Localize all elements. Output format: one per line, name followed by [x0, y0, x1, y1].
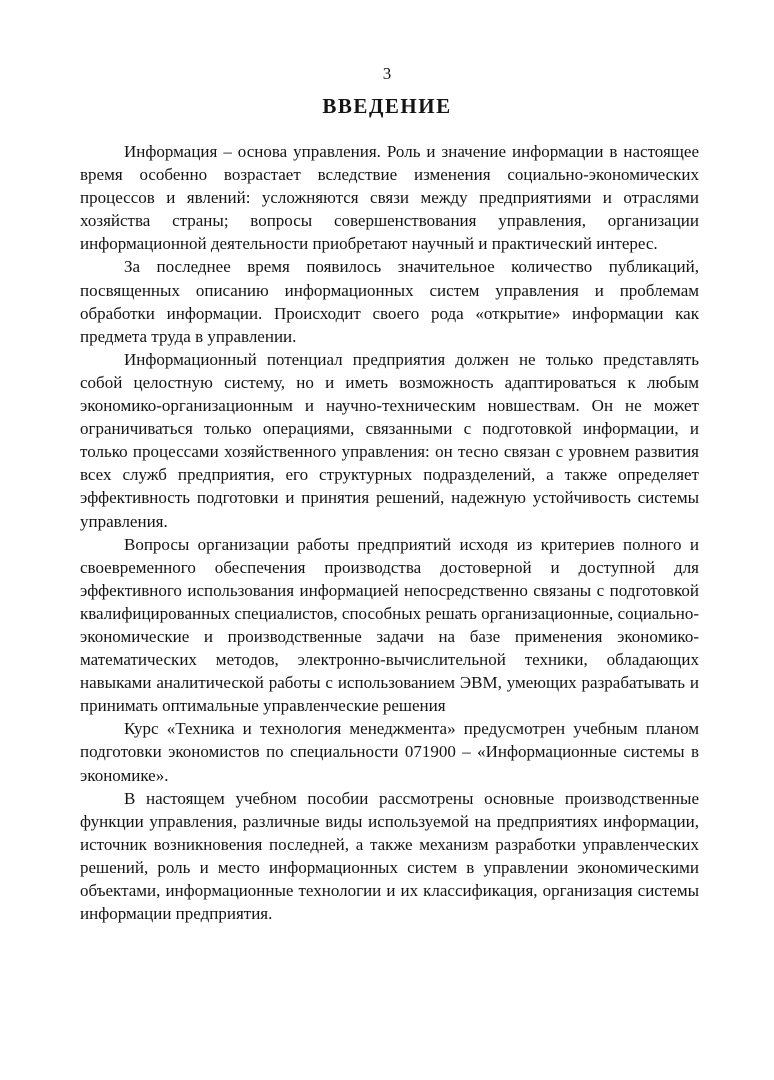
paragraph-6: В настоящем учебном пособии рассмотрены основные производственные функции управления, различные виды используемой на предприятиях информации, источник возникновения последней, а также механизм разработки управленческих решений, роль и место информационных систем в управлении экономическими объектами, информационные технологии и их классификация, организация системы информации предприятия. — [80, 788, 699, 924]
page-number: 3 — [382, 64, 392, 83]
paragraph-1: Информация – основа управления. Роль и значение информации в настоящее время особенно возрастает вследствие изменения социально-экономических процессов и явлений: усложняются связи между предприятиями и отраслями хозяйства страны; вопросы совершенствования управления, организации информационной деятельности приобретают научный и практический интерес. — [80, 142, 699, 254]
paragraph-3: Информационный потенциал предприятия должен не только представлять собой целостную систему, но и иметь возможность адаптироваться к любым экономико-организационным и научно-техническим новшествам. Он не может ограничиваться только операциями, связанными с подготовкой информации, и только процессами хозяйственного управления: он тесно связан с уровнем развития всех служб предприятия, его структурных подразделений, а также определяет эффективность подготовки и принятия решений, надежную устойчивость системы управления. — [80, 349, 699, 531]
body-text — [80, 140, 699, 925]
paragraph-2: За последнее время появилось значительное количество публикаций, посвященных описанию информационных систем управления и проблемам обработки информации. Происходит своего рода «открытие» информации как предмета труда в управлении. — [80, 257, 699, 346]
paragraph-4: Вопросы организации работы предприятий исходя из критериев полного и своевременного обеспечения производства достоверной и доступной для эффективного использования информацией непосредственно связаны с подготовкой квалифицированных специалистов, способных решать организационные, социально-экономические и производственные задачи на базе применения экономико-математических методов, электронно-вычислительной техники, обладающих навыками аналитической работы с использованием ЭВМ, умеющих разрабатывать и принимать оптимальные управленческие решения — [80, 534, 699, 716]
page-title: ВВЕДЕНИЕ — [322, 94, 452, 118]
paragraph-5: Курс «Техника и технология менеджмента» предусмотрен учебным планом подготовки экономистов по специальности 071900 – «Информационные системы в экономике». — [80, 719, 699, 785]
